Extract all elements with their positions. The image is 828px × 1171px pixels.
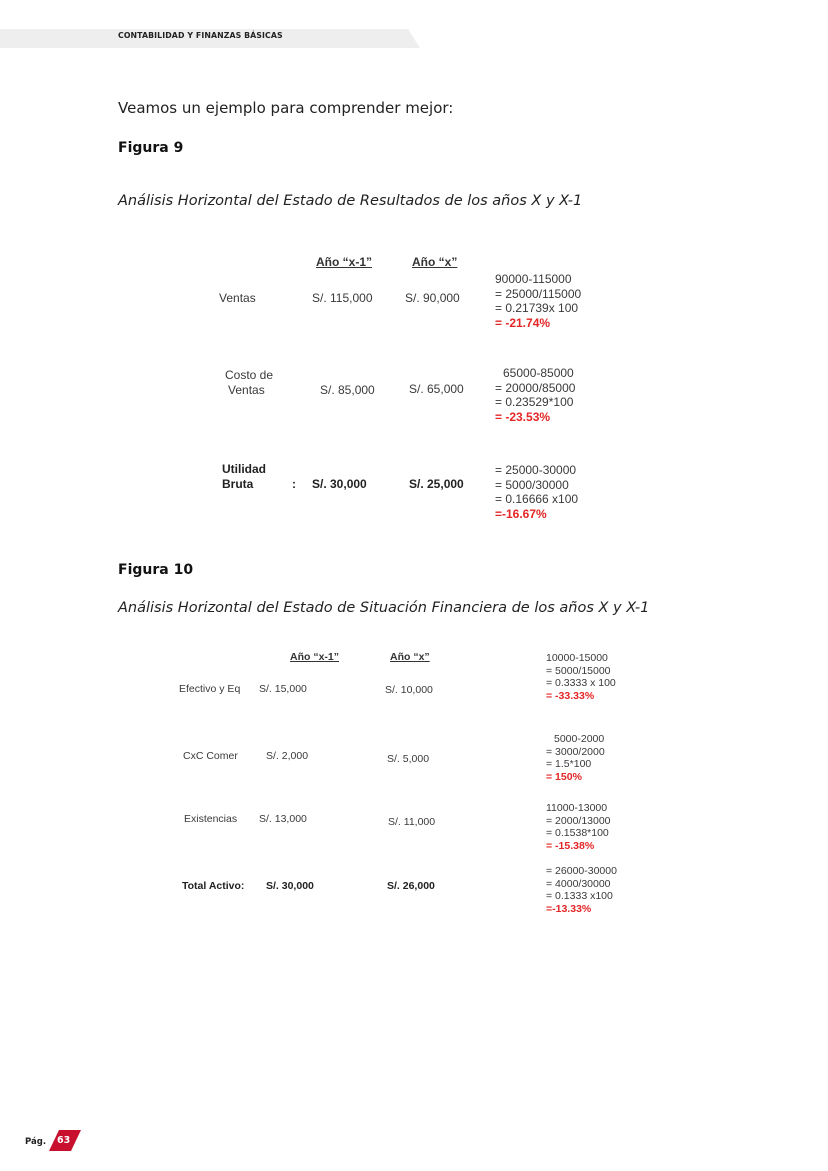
row-label: Ventas (219, 291, 256, 305)
prev-year-value: S/. 30,000 (266, 880, 314, 892)
header-title: CONTABILIDAD Y FINANZAS BÁSICAS (118, 31, 283, 40)
calc-line: 5000-2000 (554, 733, 605, 745)
variation-result: = -33.33% (546, 689, 595, 702)
calc-line: 10000-15000 (546, 652, 608, 664)
current-year-value: S/. 25,000 (409, 477, 464, 491)
calc-line: = 20000/85000 (495, 380, 576, 395)
intro-text: Veamos un ejemplo para comprender mejor: (118, 99, 454, 117)
current-year-value: S/. 65,000 (409, 382, 464, 396)
calc-line: = 0.16666 x100 (495, 492, 579, 506)
calc-line: = 2000/13000 (546, 814, 611, 827)
row-label: Utilidad (222, 462, 266, 476)
calc-line: 65000-85000 (503, 366, 574, 380)
calc-line: = 1.5*100 (546, 758, 592, 770)
prev-year-value: S/. 30,000 (312, 477, 367, 491)
variation-result: = -15.38% (546, 839, 595, 852)
variation-result: = -21.74% (495, 315, 551, 330)
variation-calculation (546, 733, 605, 783)
fig9-header-prev-year: Año “x-1” (316, 255, 373, 269)
current-year-value: S/. 26,000 (387, 880, 435, 892)
prev-year-value: S/. 13,000 (259, 813, 307, 825)
calc-line: 90000-115000 (495, 272, 572, 286)
prev-year-value: S/. 115,000 (312, 291, 373, 305)
row-label: Ventas (228, 383, 265, 397)
fig10-header-current-year: Año “x” (390, 651, 430, 663)
fig10-header-prev-year: Año “x-1” (290, 651, 340, 663)
row-separator: : (292, 477, 296, 491)
figure-10-caption: Análisis Horizontal del Estado de Situación Financiera de los años X y X-1 (118, 600, 650, 616)
figure-9-label: Figura 9 (118, 140, 184, 156)
current-year-value: S/. 90,000 (405, 291, 460, 305)
current-year-value: S/. 5,000 (387, 753, 430, 765)
calc-line: = 3000/2000 (546, 745, 605, 758)
figure-9-caption: Análisis Horizontal del Estado de Resultados de los años X y X-1 (118, 193, 583, 209)
calc-line: = 25000-30000 (495, 463, 577, 477)
calc-line: = 5000/15000 (546, 664, 611, 677)
page-label: Pág. (25, 1137, 47, 1147)
row-label: Bruta (222, 477, 254, 491)
page-number: 63 (57, 1135, 71, 1146)
calc-line: = 5000/30000 (495, 477, 569, 492)
variation-calculation (495, 272, 581, 330)
calc-line: = 0.3333 x 100 (546, 677, 616, 689)
calc-line: = 0.1538*100 (546, 827, 609, 839)
prev-year-value: S/. 2,000 (266, 750, 309, 762)
row-label: Costo de (225, 368, 274, 382)
variation-result: = 150% (546, 770, 582, 783)
variation-result: =-13.33% (546, 902, 592, 915)
calc-line: 11000-13000 (546, 802, 608, 814)
calc-line: = 4000/30000 (546, 877, 611, 890)
variation-calculation (495, 366, 575, 424)
variation-calculation (495, 463, 578, 521)
fig9-header-current-year: Año “x” (412, 255, 458, 269)
calc-line: = 25000/115000 (495, 286, 582, 301)
prev-year-value: S/. 15,000 (259, 683, 307, 695)
variation-calculation (546, 865, 617, 915)
row-label: Existencias (184, 813, 238, 825)
variation-calculation (546, 652, 616, 702)
calc-line: = 26000-30000 (546, 865, 617, 877)
row-label: CxC Comer (183, 750, 238, 762)
row-label: Total Activo: (182, 880, 245, 892)
current-year-value: S/. 11,000 (388, 816, 436, 828)
variation-result: =-16.67% (495, 506, 547, 521)
current-year-value: S/. 10,000 (385, 684, 433, 696)
figure-10-label: Figura 10 (118, 562, 194, 578)
prev-year-value: S/. 85,000 (320, 383, 375, 397)
calc-line: = 0.1333 x100 (546, 890, 613, 902)
variation-result: = -23.53% (495, 409, 551, 424)
row-label: Efectivo y Eq (179, 683, 241, 695)
variation-calculation (546, 802, 611, 852)
calc-line: = 0.21739x 100 (495, 301, 579, 315)
calc-line: = 0.23529*100 (495, 395, 574, 409)
